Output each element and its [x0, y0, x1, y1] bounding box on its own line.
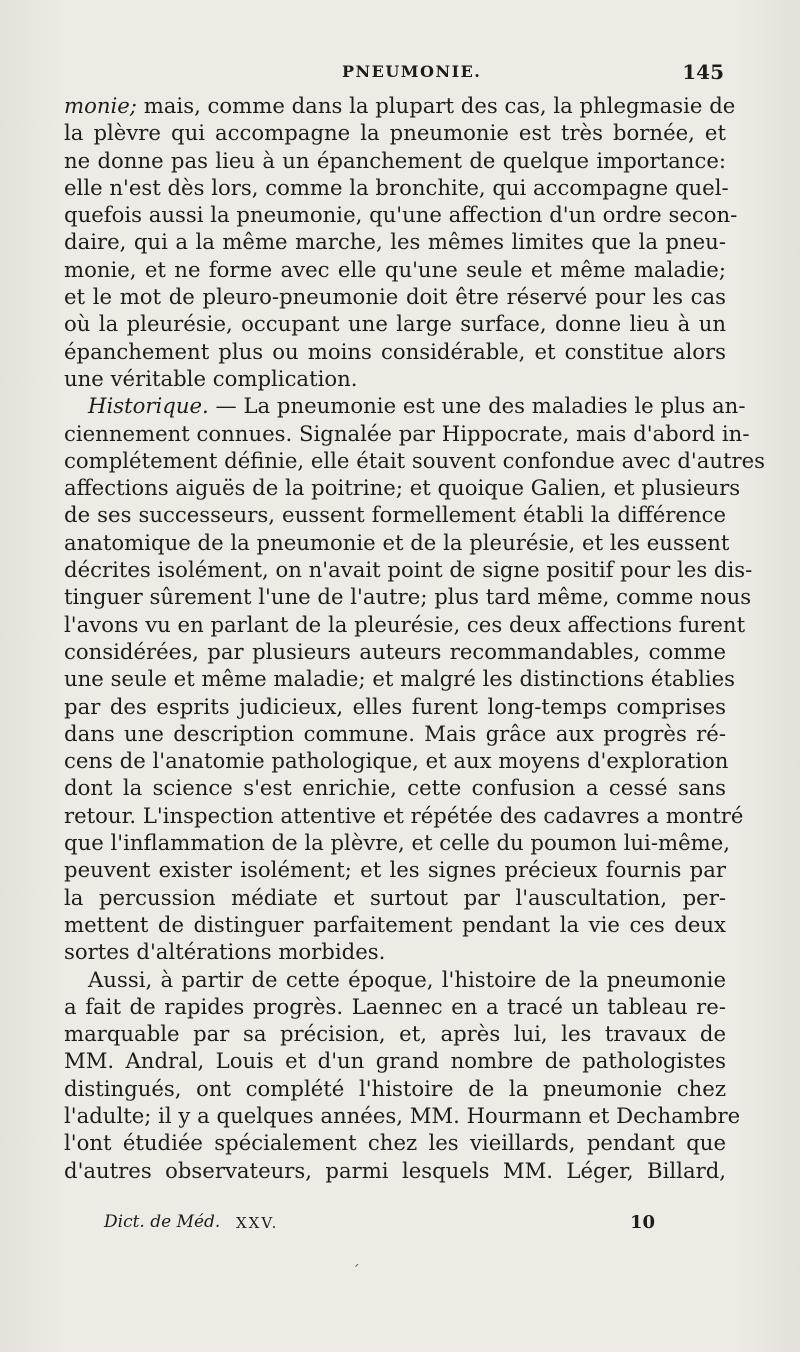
paragraph-2	[64, 392, 766, 965]
text-line: elle n'est dès lors, comme la bronchite, qui accompagne quel-	[64, 174, 729, 200]
page-number: 145	[682, 60, 724, 84]
text-line: complétement définie, elle était souvent confondue avec d'autres	[64, 447, 766, 473]
text-line: sortes d'altérations morbides.	[64, 939, 386, 965]
text-line: l'avons vu en parlant de la pleurésie, ces deux affections furent	[64, 611, 746, 637]
text-line: que l'inflammation de la plèvre, et celle du poumon lui-même,	[64, 830, 730, 856]
stray-ink-mark: ˊ	[352, 1262, 360, 1281]
section-heading-historique: Historique.	[88, 393, 209, 419]
text-line: affections aiguës de la poitrine; et quoique Galien, et plusieurs	[64, 475, 741, 501]
text-line: décrites isolément, on n'avait point de signe positif pour les dis-	[64, 557, 753, 583]
text-line-first: Aussi, à partir de cette époque, l'histoire de la pneumonie	[88, 966, 726, 992]
running-head: PNEUMONIE.	[342, 62, 482, 81]
text-line: une véritable complication.	[64, 365, 358, 391]
text-line: monie, et ne forme avec elle qu'une seule et même maladie;	[64, 256, 726, 282]
text-line: a fait de rapides progrès. Laennec en a tracé un tableau re-	[64, 993, 726, 1019]
signature-mark: Dict. de Méd.	[104, 1212, 221, 1232]
volume-number: XXV.	[236, 1214, 279, 1232]
text-line-first	[64, 392, 746, 419]
page-header	[64, 60, 726, 88]
text-line: anatomique de la pneumonie et de la pleurésie, et les eussent	[64, 529, 730, 555]
text-line: par des esprits judicieux, elles furent long-temps comprises	[64, 693, 726, 719]
text-line: et le mot de pleuro-pneumonie doit être réservé pour les cas	[64, 284, 726, 310]
page-footer	[64, 1212, 726, 1238]
text-line: MM. Andral, Louis et d'un grand nombre de pathologistes	[64, 1048, 726, 1074]
text-line: dont la science s'est enrichie, cette confusion a cessé sans	[64, 775, 726, 801]
text-line: considérées, par plusieurs auteurs recommandables, comme	[64, 638, 726, 664]
paragraph-3	[64, 966, 741, 1184]
text-line: retour. L'inspection attentive et répétée des cadavres a montré	[64, 802, 744, 828]
text-line: tinguer sûrement l'une de l'autre; plus tard même, comme nous	[64, 584, 752, 610]
paragraph-1	[64, 92, 738, 392]
text-line: épanchement plus ou moins considérable, et constitue alors	[64, 338, 726, 364]
text-line: dans une description commune. Mais grâce aux progrès ré-	[64, 720, 726, 746]
text-line: marquable par sa précision, et, après lui, les travaux de	[64, 1021, 726, 1047]
text-line: ciennement connues. Signalée par Hippocrate, mais d'abord in-	[64, 420, 750, 446]
text-line: la plèvre qui accompagne la pneumonie est très bornée, et	[64, 120, 726, 146]
sheet-number: 10	[630, 1212, 656, 1233]
text-line: d'autres observateurs, parmi lesquels MM. Léger, Billard,	[64, 1157, 726, 1183]
text-line: daire, qui a la même marche, les mêmes limites que la pneu-	[64, 229, 726, 255]
text-line: peuvent exister isolément; et les signes précieux fournis par	[64, 857, 726, 883]
text-line: l'adulte; il y a quelques années, MM. Hourmann et Dechambre	[64, 1102, 741, 1128]
text-line: cens de l'anatomie pathologique, et aux moyens d'exploration	[64, 748, 729, 774]
text-line: la percussion médiate et surtout par l'auscultation, per-	[64, 884, 726, 910]
text-line: l'ont étudiée spécialement chez les vieillards, pendant que	[64, 1130, 726, 1156]
text-line: ne donne pas lieu à un épanchement de quelque importance:	[64, 147, 726, 173]
text-line-rest: — La pneumonie est une des maladies le plus an-	[215, 393, 746, 419]
text-line	[64, 92, 736, 119]
text-line: une seule et même maladie; et malgré les distinctions établies	[64, 666, 736, 692]
text-line: mettent de distinguer parfaitement pendant la vie ces deux	[64, 911, 726, 937]
text-line: de ses successeurs, eussent formellement établi la différence	[64, 502, 726, 528]
body-text	[64, 92, 766, 1184]
text-line: distingués, ont complété l'histoire de la pneumonie chez	[64, 1075, 726, 1101]
text-line: où la pleurésie, occupant une large surface, donne lieu à un	[64, 311, 726, 337]
text-line: quefois aussi la pneumonie, qu'une affection d'un ordre secon-	[64, 202, 738, 228]
italic-word-monie: monie;	[64, 93, 137, 118]
text-line-rest: mais, comme dans la plupart des cas, la phlegmasie de	[143, 93, 736, 118]
